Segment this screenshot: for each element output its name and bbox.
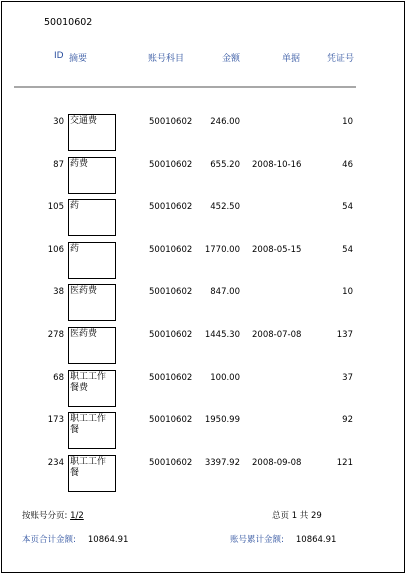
row-account: 50010602 (149, 415, 193, 425)
table-row (2, 455, 404, 497)
row-amount: 100.00 (210, 373, 240, 383)
row-summary: 药 (68, 199, 116, 236)
table-row (2, 370, 404, 412)
row-voucher: 54 (342, 245, 353, 255)
row-summary: 职工工作餐 (68, 455, 116, 492)
row-summary: 药费 (68, 157, 116, 194)
row-date: 2008-05-15 (252, 245, 302, 255)
account-code: 50010602 (44, 17, 93, 28)
row-id: 68 (53, 373, 64, 383)
row-id: 30 (53, 117, 64, 127)
row-amount: 3397.92 (204, 458, 240, 468)
row-voucher: 37 (342, 373, 353, 383)
table-row (2, 327, 404, 369)
row-voucher: 46 (342, 160, 353, 170)
table-row (2, 412, 404, 454)
row-summary: 药 (68, 242, 116, 279)
row-account: 50010602 (149, 287, 193, 297)
total-pages: 总页 1 共 29 (272, 511, 322, 521)
row-summary: 医药费 (68, 284, 116, 321)
page-total-value: 10864.91 (87, 535, 129, 545)
row-id: 173 (47, 415, 64, 425)
row-account: 50010602 (149, 117, 193, 127)
row-id: 87 (53, 160, 64, 170)
row-account: 50010602 (149, 202, 193, 212)
row-voucher: 121 (336, 458, 353, 468)
header-date: 单据 (281, 54, 300, 64)
table-header (2, 51, 404, 65)
table-row (2, 114, 404, 156)
row-id: 278 (47, 330, 64, 340)
page-total-label: 本页合计金额: (22, 535, 76, 545)
header-divider (14, 86, 356, 88)
account-total-label: 账号累计金额: (230, 535, 284, 545)
row-amount: 1445.30 (204, 330, 240, 340)
row-id: 105 (47, 202, 64, 212)
row-account: 50010602 (149, 373, 193, 383)
table-row (2, 199, 404, 241)
pager (22, 509, 84, 521)
row-summary: 交通费 (68, 114, 116, 151)
row-amount: 1770.00 (204, 245, 240, 255)
header-account: 账号科目 (148, 54, 185, 64)
pager-label: 按账号分页: (22, 511, 68, 521)
page-total (22, 533, 128, 545)
row-id: 106 (47, 245, 64, 255)
row-summary: 职工工作餐费 (68, 370, 116, 407)
header-voucher: 凭证号 (326, 54, 354, 64)
row-voucher: 54 (342, 202, 353, 212)
row-voucher: 92 (342, 415, 353, 425)
pager-link[interactable]: 1/2 (70, 511, 84, 521)
row-id: 234 (47, 458, 64, 468)
row-voucher: 10 (342, 117, 353, 127)
row-account: 50010602 (149, 330, 193, 340)
row-account: 50010602 (149, 160, 193, 170)
row-amount: 452.50 (210, 202, 240, 212)
row-account: 50010602 (149, 458, 193, 468)
row-amount: 246.00 (210, 117, 240, 127)
table-row (2, 284, 404, 326)
row-summary: 职工工作餐 (68, 412, 116, 449)
row-account: 50010602 (149, 245, 193, 255)
row-id: 38 (53, 287, 64, 297)
row-voucher: 10 (342, 287, 353, 297)
report-page (1, 1, 405, 573)
row-amount: 1950.99 (204, 415, 240, 425)
account-total-value: 10864.91 (295, 535, 337, 545)
table-row (2, 157, 404, 199)
header-summary: 摘要 (69, 54, 88, 64)
header-amount: 金额 (221, 54, 240, 64)
row-date: 2008-09-08 (252, 458, 302, 468)
row-amount: 655.20 (210, 160, 240, 170)
row-amount: 847.00 (210, 287, 240, 297)
account-total (230, 533, 336, 545)
table-row (2, 242, 404, 284)
header-id: ID (54, 51, 64, 61)
row-summary: 医药费 (68, 327, 116, 364)
row-date: 2008-07-08 (252, 330, 302, 340)
row-date: 2008-10-16 (252, 160, 302, 170)
row-voucher: 137 (336, 330, 353, 340)
